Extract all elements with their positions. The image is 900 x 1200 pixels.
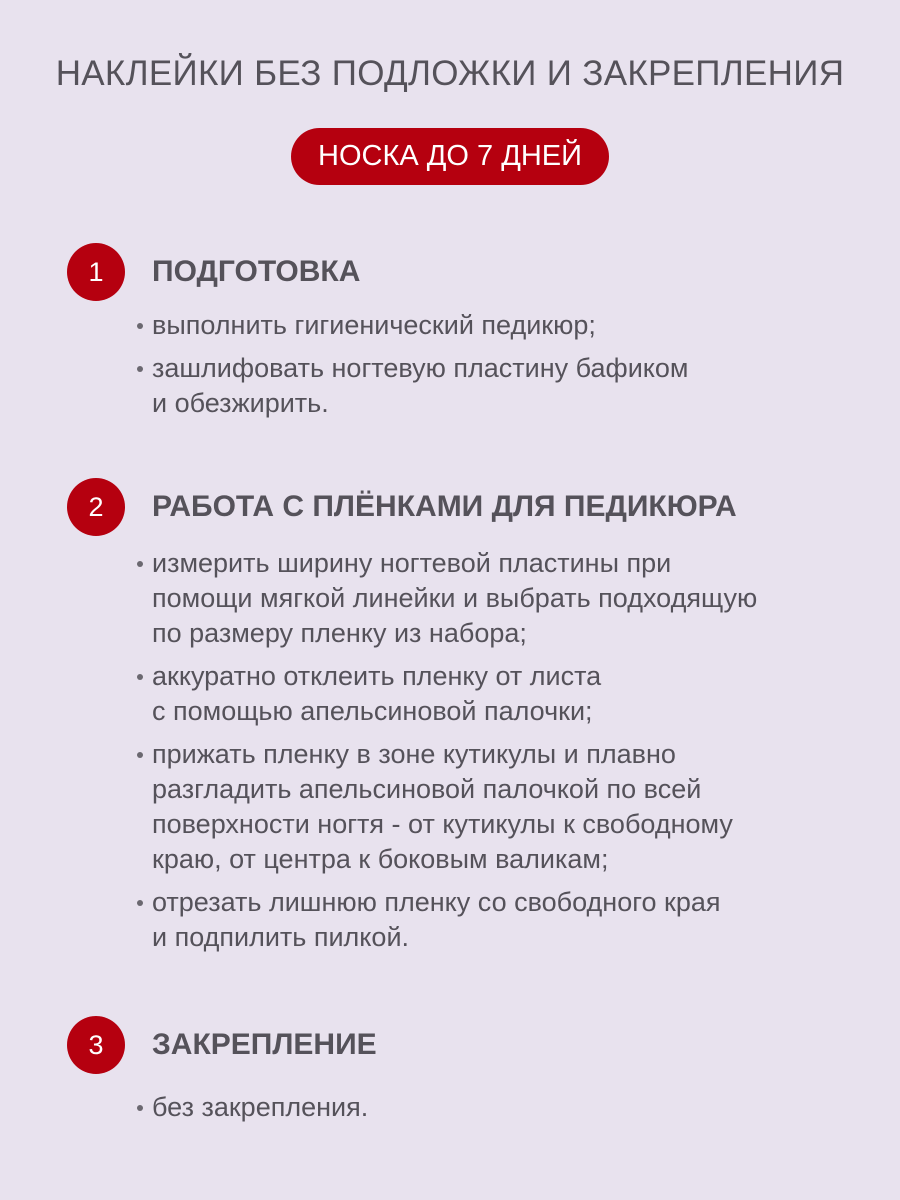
list-item	[0, 308, 900, 343]
step-list	[0, 308, 900, 421]
item-text: краю, от центра к боковым валикам;	[152, 844, 609, 874]
list-item	[0, 885, 900, 955]
list-item	[0, 659, 900, 729]
item-text: зашлифовать ногтевую пластину бафиком	[152, 353, 689, 383]
item-text: и обезжирить.	[152, 388, 329, 418]
step-number-badge: 3	[67, 1016, 125, 1074]
section-film-application	[0, 478, 900, 963]
list-item	[0, 1090, 900, 1125]
page-title: НАКЛЕЙКИ БЕЗ ПОДЛОЖКИ И ЗАКРЕПЛЕНИЯ	[55, 54, 845, 93]
bullet-icon	[137, 674, 143, 680]
section-header	[0, 1016, 900, 1074]
bullet-icon	[137, 1105, 143, 1111]
item-text: прижать пленку в зоне кутикулы и плавно	[152, 739, 676, 769]
wear-duration-badge: НОСКА ДО 7 ДНЕЙ	[291, 128, 609, 185]
step-list	[0, 546, 900, 955]
item-text: и подпилить пилкой.	[152, 922, 410, 952]
list-item	[0, 546, 900, 651]
section-header	[0, 243, 900, 301]
item-text: помощи мягкой линейки и выбрать подходящую	[152, 583, 758, 613]
list-item	[0, 351, 900, 421]
step-list	[0, 1090, 900, 1125]
section-fixing	[0, 1016, 900, 1133]
list-item	[0, 737, 900, 877]
item-text: с помощью апельсиновой палочки;	[152, 696, 593, 726]
item-text: измерить ширину ногтевой пластины при	[152, 548, 672, 578]
section-preparation	[0, 243, 900, 429]
section-title: ПОДГОТОВКА	[152, 255, 361, 288]
section-title: ЗАКРЕПЛЕНИЕ	[152, 1028, 377, 1061]
section-header	[0, 478, 900, 536]
bullet-icon	[137, 323, 143, 329]
bullet-icon	[137, 366, 143, 372]
step-number-badge: 2	[67, 478, 125, 536]
item-text: выполнить гигиенический педикюр;	[152, 310, 596, 340]
item-text: поверхности ногтя - от кутикулы к свободному	[152, 809, 733, 839]
step-number-badge: 1	[67, 243, 125, 301]
item-text: разгладить апельсиновой палочкой по всей	[152, 774, 702, 804]
bullet-icon	[137, 900, 143, 906]
bullet-icon	[137, 752, 143, 758]
section-title: РАБОТА С ПЛЁНКАМИ ДЛЯ ПЕДИКЮРА	[152, 490, 737, 523]
item-text: без закрепления.	[152, 1092, 369, 1122]
item-text: отрезать лишнюю пленку со свободного края	[152, 887, 721, 917]
item-text: по размеру пленку из набора;	[152, 618, 527, 648]
bullet-icon	[137, 561, 143, 567]
item-text: аккуратно отклеить пленку от листа	[152, 661, 602, 691]
